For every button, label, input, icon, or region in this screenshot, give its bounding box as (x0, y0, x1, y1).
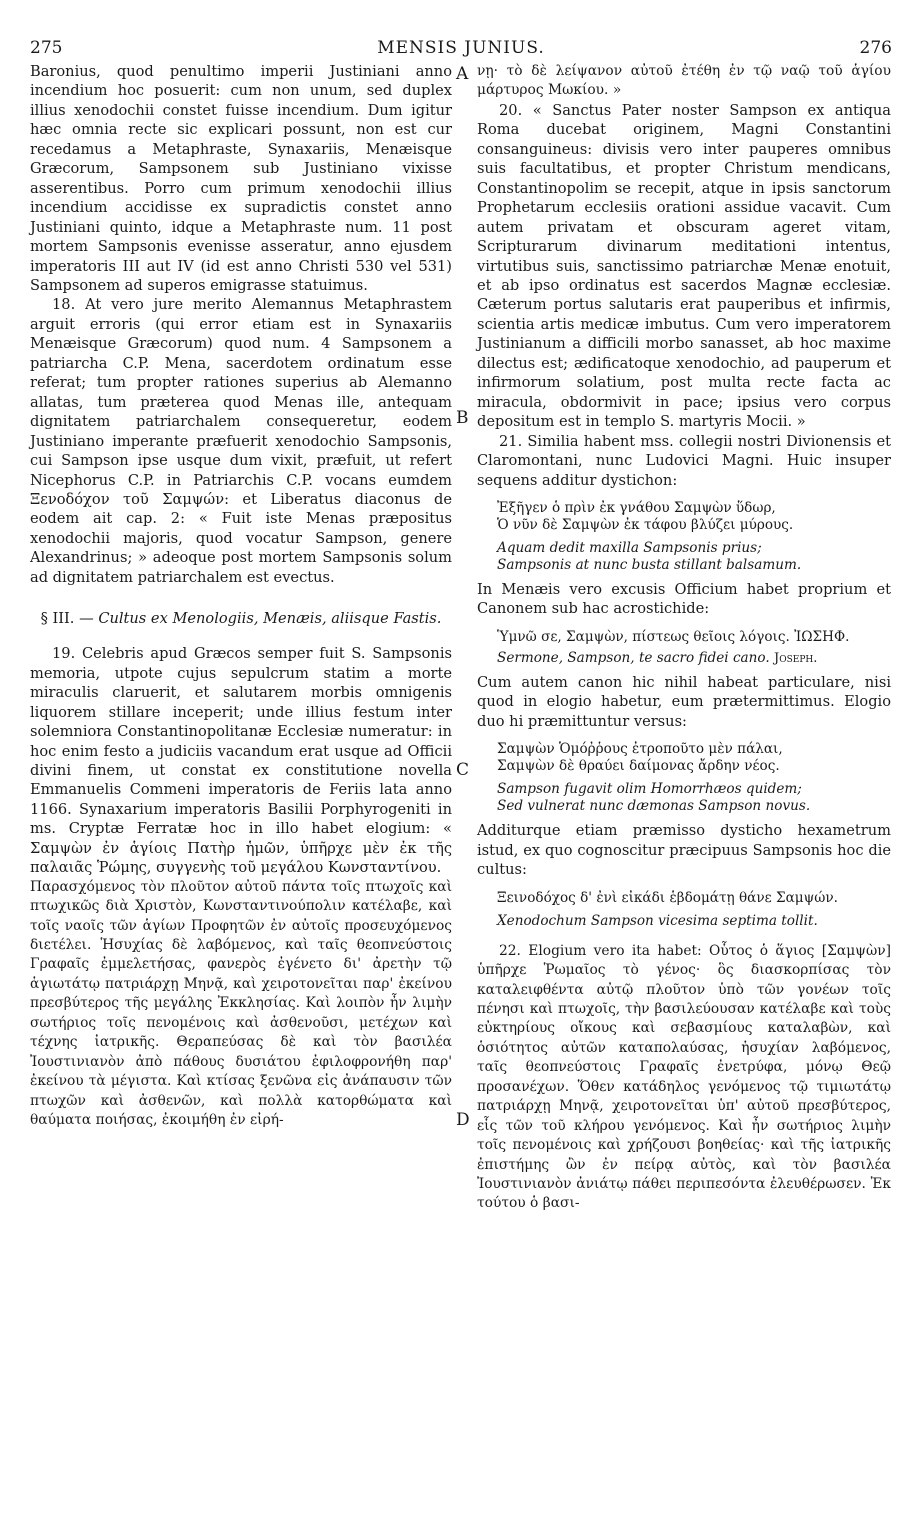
verse-line: Sampson fugavit olim Homorrhæos quidem; (497, 781, 802, 798)
section-heading (30, 609, 452, 628)
hexameter-greek (497, 890, 891, 907)
paragraph-22: 22. Elogium vero ita habet: Οὗτος ὁ ἅγιος [Σαμψὼν] ὑπῆρχε Ῥωμαῖος τὸ γένος· ὃς διασκορπίσας τὸν καταλειφθέντα αὐτῷ πλοῦτον ὑπὸ τῶν γονέων τοῖς πένησι καὶ πτωχοῖς, τὴν βασιλεύουσαν κατέλαβε καὶ τοὺς εὐκτηρίους οἴκους καὶ σεβασμίους καταλαβὼν, καὶ ὁσιότητος αὐτῶν καταπολαύσας, ἡσυχίαν λαβόμενος, ταῖς θεοπνεύστοις Γραφαῖς ἐνετρύφα, μόνῳ Θεῷ προσανέχων. Ὅθεν κατάδηλος γενόμενος τῷ τιμιωτάτῳ πατριάρχῃ Μηνᾷ, χειροτονεῖται ὑπ' αὐτοῦ πρεσβύτερος, εἷς τῶν τοῦ κλήρου γενόμενος. Καὶ ἦν σωτήριος λιμὴν τοῖς πενομένοις καὶ χρήζουσι βοηθείας· καὶ τῆς ἰατρικῆς ἐπιστήμης ὢν ἐν πείρᾳ αὐτὸς, καὶ τὸν βασιλέα Ἰουστινιανὸν ἀνιάτῳ πάθει περιπεσόντα ἐλευθέρωσεν. Ἐκ τούτου ὁ βασι- (477, 942, 891, 1212)
paragraph-20: 20. « Sanctus Pater noster Sampson ex antiqua Roma ducebat originem, Magni Constantini consanguineus: divisis vero inter pauperes omnibus suis facultatibus, et propter Christum mendicans, Constantinopolim se recepit, atque in ipsis sanctorum Prophetarum ecclesiis orationi assidue vacavit. Cum autem privatam et obscuram ageret vitam, Scripturarum divinarum meditationi intentus, virtutibus suis, sanctissimo patriarchæ Menæ enotuit, et ab ipso ordinatus est sacerdos Magnæ ecclesiæ. Cæterum portus salutaris erat pauperibus et infirmis, scientia artis medicæ imbutus. Cum vero imperatorem Justinianum a difficili morbo sanasset, ab hoc maxime dilectus est; ædificatoque xenodochio, ad pauperum et infirmorum solatium, post multa recte facta ac miracula, obdormivit in pace; ipsius vero corpus depositum est in templo S. martyris Mocii. » (477, 101, 891, 431)
distich-greek-2 (497, 741, 891, 775)
page-number-left: 275 (30, 38, 63, 58)
verse-line: Ὁ νῦν δὲ Σαμψὼν ἐκ τάφου βλύζει μύρους. (497, 516, 794, 533)
distich-greek-1 (497, 500, 891, 534)
paragraph-menaea: In Menæis vero excusis Officium habet proprium et Canonem sub hac acrostichide: (477, 580, 891, 618)
acrostic-author: Joseph. (774, 650, 818, 666)
verse-line: Ξεινοδόχος δ' ἐνὶ εἰκάδι ἑβδομάτῃ θάνε Σαμψών. (497, 889, 838, 906)
verse-line: Aquam dedit maxilla Sampsonis prius; (497, 539, 762, 556)
verse-line: Ἐξῆγεν ὁ πρὶν ἐκ γνάθου Σαμψὼν ὕδωρ, (497, 499, 776, 516)
acrostic-latin (497, 650, 891, 667)
verse-line: Sermone, Sampson, te sacro fidei cano. (497, 649, 770, 666)
paragraph-19-greek: Παρασχόμενος τὸν πλοῦτον αὐτοῦ πάντα τοῖς πτωχοῖς καὶ πτωχικῶς διὰ Χριστὸν, Κωνσταντινούπολιν κατέλαβε, καὶ τοῖς ναοῖς τῶν ἁγίων Προφητῶν ἐν αὐτοῖς προσευχόμενος διετέλει. Ἡσυχίας δὲ λαβόμενος, καὶ ταῖς θεοπνεύστοις Γραφαῖς ἐμμελετήσας, φανερὸς ἐγένετο δι' ἀρετὴν τῷ ἁγιωτάτῳ πατριάρχῃ Μηνᾷ, καὶ χειροτονεῖται παρ' ἐκείνου πρεσβύτερος τῆς μεγάλης Ἐκκλησίας. Καὶ λοιπὸν ἦν λιμὴν σωτήριος τοῖς πενομένοις καὶ ἀσθενοῦσι, μετέχων καὶ τέχνης ἰατρικῆς. Θεραπεύσας δὲ καὶ τὸν βασιλέα Ἰουστινιανὸν ἀπὸ πάθους δυσιάτου ἐφιλοφρονήθη παρ' ἐκείνου τὰ μέγιστα. Καὶ κτίσας ξενῶνα εἰς ἀνάπαυσιν τῶν πτωχῶν καὶ ἀσθενῶν, καὶ πολλὰ κατορθώματα καὶ θαύματα ποιήσας, ἐκοιμήθη ἐν εἰρή- (30, 878, 452, 1129)
margin-letter-c: C (456, 760, 470, 780)
verse-line: Xenodochum Sampson vicesima septima tollit. (497, 912, 818, 929)
verse-line: Ὑμνῶ σε, Σαμψὼν, πίστεως θεῖοις λόγοις. ἸΩΣΗΦ. (497, 628, 850, 645)
verse-line: Sampsonis at nunc busta stillant balsamum. (497, 556, 802, 573)
verse-line: Σαμψὼν δὲ θραύει δαίμονας ἄρδην νέος. (497, 758, 780, 775)
distich-latin-2 (497, 781, 891, 815)
margin-letter-d: D (456, 1110, 470, 1130)
left-column (30, 62, 452, 1131)
verse-line: Sed vulnerat nunc dæmonas Sampson novus. (497, 798, 811, 815)
right-column (477, 62, 891, 1214)
paragraph-canon: Cum autem canon hic nihil habeat particulare, nisi quod in elogio habetur, eum prætermittimus. Elogio duo hi præmittuntur versus: (477, 673, 891, 730)
distich-latin-1 (497, 540, 891, 574)
paragraph-18: 18. At vero jure merito Alemannus Metaphrastem arguit erroris (qui error etiam est in Synaxariis Menæisque Græcorum) quod num. 4 Sampsonem a patriarcha C.P. Mena, sacerdotem ordinatum esse referat; tum propter rationes superius ab Alemanno allatas, tum præterea quod Menas ille, antequam dignitatem patriarchalem consequeretur, eodem Justiniano imperante præfuerit xenodochio Sampsonis, cui Sampson ipse usque dum vixit, præfuit, ut refert Nicephorus C.P. in Patriarchis C.P. vocans eumdem Ξενοδόχον τοῦ Σαμψών: et Liberatus diaconus de eodem ait cap. 2: « Fuit iste Menas præpositus xenodochii majoris, quod vocatur Sampson, genere Alexandrinus; » adeoque post mortem Sampsonis solum ad dignitatem patriarchalem est evectus. (30, 296, 452, 586)
running-title: MENSIS JUNIUS. (377, 38, 545, 58)
verse-line: Σαμψὼν Ὁμόῤῥους ἐτροποῦτο μὲν πάλαι, (497, 741, 783, 758)
hexameter-latin (497, 913, 891, 930)
paragraph-hexameter: Additurque etiam præmisso dysticho hexametrum istud, ex quo cognoscitur præcipuus Sampsonis hoc die cultus: (477, 822, 891, 879)
paragraph-19: 19. Celebris apud Græcos semper fuit S. Sampsonis memoria, utpote cujus sepulcrum statim a morte miraculis claruerit, et salutarem morbis omnigenis liquorem stillare inceperit; unde illius festum inter solemniora Constantinopolitanæ Ecclesiæ numeratur: in hoc enim festo a judiciis vacandum erat usque ad Officii divini finem, ut constat ex constitutione novella Emmanuelis Commeni imperatoris de Feriis lata anno 1166. Synaxarium imperatoris Basilii Porphyrogeniti in ms. Cryptæ Ferratæ hoc in illo habet elogium: « Σαμψὼν ἐν ἁγίοις Πατὴρ ἡμῶν, ὑπῆρχε μὲν ἐκ τῆς παλαιᾶς Ῥώμης, συγγενὴς τοῦ μεγάλου Κωνσταντίνου. (30, 645, 452, 877)
section-number: § III. — (40, 610, 94, 628)
page-header (30, 38, 892, 62)
margin-letter-a: A (456, 64, 469, 84)
paragraph-19-greek-end: νῃ· τὸ δὲ λείψανον αὐτοῦ ἐτέθη ἐν τῷ ναῷ τοῦ ἁγίου μάρτυρος Μωκίου. » (477, 63, 891, 99)
paragraph-17-end: Baronius, quod penultimo imperii Justiniani anno incendium hoc posuerit: cum non unum, sed duplex illius xenodochii constet fuisse incendium. Dum igitur hæc omnia recte sic explicari possunt, non est cur recedamus a Metaphraste, Synaxariis, Menæisque Græcorum, Sampsonem sub Justiniano vixisse asserentibus. Porro cum primum xenodochii illius incendium accidisse ex supradictis constet anno Justiniani quinto, idque a Metaphraste num. 11 post mortem Sampsonis evenisse asseratur, anno ejusdem imperatoris III aut IV (id est anno Christi 530 vel 531) Sampsonem ad superos emigrasse statuimus. (30, 63, 452, 294)
margin-letter-b: B (456, 408, 469, 428)
page-number-right: 276 (859, 38, 892, 58)
acrostic-greek (497, 629, 891, 646)
paragraph-21: 21. Similia habent mss. collegii nostri Divionensis et Claromontani, nunc Ludovici Magni. Huic insuper sequens additur dystichon: (477, 432, 891, 489)
section-title: Cultus ex Menologiis, Menæis, aliisque Fastis. (98, 610, 442, 628)
